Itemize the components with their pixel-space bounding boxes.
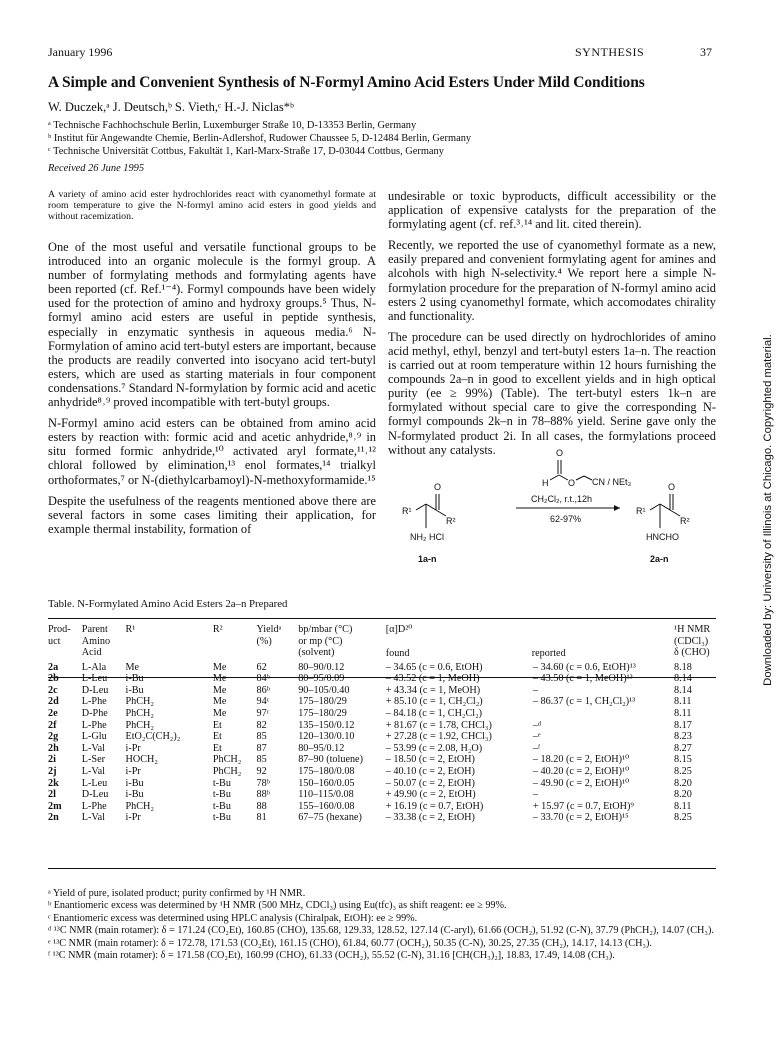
table-cell: Et bbox=[212, 742, 222, 754]
paragraph: undesirable or toxic byproducts, difficult accessibility or the application of expensive catalysts for the preparation of the formylating agent (cf. ref.³˒¹⁴ and lit. cited therein). bbox=[388, 189, 716, 232]
col-header-product: Prod- uct bbox=[48, 624, 71, 647]
table-cell: 8.15 bbox=[674, 754, 692, 766]
table-cell: –ᵉ bbox=[532, 731, 541, 743]
table-cell: L-Val bbox=[81, 765, 105, 777]
product-structure bbox=[650, 494, 680, 528]
table-cell: 8.14 bbox=[674, 673, 692, 685]
reagent-label: CN / NEt₃ bbox=[592, 477, 632, 487]
table-cell: 78ᵇ bbox=[256, 777, 270, 789]
table-cell: Me bbox=[212, 707, 227, 719]
paragraph: One of the most useful and versatile functional groups to be introduced into an organic molecule is the formyl group. A number of formylating methods and formylating agents have been reported (cf. Ref.¹⁻⁴). Formyl compounds have been widely used for the protection of amino and hydroxy groups.⁵ Thus, N-formyl amino acid esters are useful in peptide synthesis, especially in enzymatic synthesis in aqueous media.⁶ N-Formylation of amino acid tert-butyl esters are important, because the products are readily converted into isocyano acid tert-butyl esters, which are used as starting materials in four component condensations.⁷ Standard N-formylation by formic acid and acetic anhydride⁸˒⁹ proved incompatible with tert-butyl groups. bbox=[48, 240, 376, 410]
right-column bbox=[388, 189, 716, 464]
table-row bbox=[48, 766, 716, 778]
table-cell: 85 bbox=[256, 731, 267, 743]
table-cell: 67–75 (hexane) bbox=[298, 812, 362, 824]
footnote: ᵃ Yield of pure, isolated product; purity confirmed by ¹H NMR. bbox=[48, 888, 306, 899]
affiliation-c: ᶜ Technische Universität Cottbus, Fakultät 1, Karl-Marx-Straße 17, D-03044 Cottbus, Germany bbox=[48, 146, 444, 157]
table-cell: 8.11 bbox=[674, 707, 692, 719]
table-cell: –ᶠ bbox=[532, 742, 541, 754]
col-header-yield: Yieldᵃ (%) bbox=[256, 624, 282, 647]
col-header-nmr: ¹H NMR (CDCl₃) δ (CHO) bbox=[674, 624, 711, 659]
col-header-parent: Parent Amino Acid bbox=[81, 624, 111, 659]
table-cell: L-Glu bbox=[81, 731, 107, 743]
col-header-rotation: [α]D²⁰ found reported bbox=[385, 624, 566, 659]
table-cell: Me bbox=[212, 696, 227, 708]
table-row bbox=[48, 708, 716, 720]
table-cell: L-Phe bbox=[81, 719, 107, 731]
table-cell: 81 bbox=[256, 812, 267, 824]
table-cell: 2g bbox=[48, 731, 59, 743]
table-cell: 8.14 bbox=[674, 684, 692, 696]
table-cell: D-Phe bbox=[81, 707, 108, 719]
table-cell: 2n bbox=[48, 812, 59, 824]
table-cell: 2i bbox=[48, 754, 56, 766]
table-cell: Me bbox=[212, 661, 227, 673]
table-cell: PhCH₂ bbox=[125, 707, 154, 719]
footnote: ᵇ Enantiomeric excess was determined by ¹H NMR (500 MHz, CDCl₃) using Eu(tfc)₃ as shift reagent: ee ≥ 99%. bbox=[48, 900, 507, 912]
header-date: January 1996 bbox=[48, 45, 113, 59]
table-cell: 80–95/0.09 bbox=[298, 673, 345, 685]
reagent-oxygen-ester: O bbox=[568, 478, 576, 488]
table-cell: i-Bu bbox=[125, 789, 144, 801]
table-cell: 150–160/0.05 bbox=[298, 777, 355, 789]
starting-material-structure bbox=[416, 494, 446, 528]
header-page-number: 37 bbox=[700, 45, 712, 59]
table-cell: i-Bu bbox=[125, 777, 144, 789]
table-cell: 8.20 bbox=[674, 789, 692, 801]
product-r2-label: R² bbox=[680, 516, 690, 526]
table-cell: 2f bbox=[48, 719, 57, 731]
table-cell: PhCH₂ bbox=[212, 754, 242, 766]
col-header-reported: reported bbox=[531, 647, 566, 659]
table-cell: 87 bbox=[256, 742, 267, 754]
table-cell: + 16.19 (c = 0.7, EtOH) bbox=[385, 800, 484, 812]
table-cell: – 33.38 (c = 2, EtOH) bbox=[385, 812, 475, 824]
table-cell: – 86.37 (c = 1, CH₂Cl₂)¹³ bbox=[532, 696, 636, 708]
table-cell: 8.25 bbox=[674, 765, 692, 777]
table-row bbox=[48, 731, 716, 743]
sm-substituent: NH₂ HCl bbox=[410, 532, 444, 542]
product-compound-label: 2a-n bbox=[650, 554, 669, 564]
table-top-rule bbox=[48, 618, 716, 619]
table-cell: i-Bu bbox=[125, 673, 144, 685]
table-cell: 8.11 bbox=[674, 800, 692, 812]
table-cell: 2b bbox=[48, 673, 59, 685]
reaction-scheme bbox=[388, 444, 716, 594]
reagent-oxygen: O bbox=[556, 448, 564, 458]
table-cell: – 18.20 (c = 2, EtOH)¹⁰ bbox=[532, 754, 630, 766]
table-cell: 175–180/0.08 bbox=[298, 765, 355, 777]
col-header-r2: R² bbox=[212, 624, 223, 635]
table-cell: + 49.90 (c = 2, EtOH) bbox=[385, 789, 476, 801]
data-table bbox=[48, 624, 716, 824]
footnote: ᶜ Enantiomeric excess was determined using HPLC analysis (Chiralpak, EtOH): ee ≥ 99%. bbox=[48, 912, 418, 924]
table-cell: D-Leu bbox=[81, 684, 109, 696]
table-cell: – 40.10 (c = 2, EtOH) bbox=[385, 765, 475, 777]
table-cell: – 34.65 (c = 0.6, EtOH) bbox=[385, 661, 483, 673]
table-footnotes bbox=[48, 888, 716, 962]
table-cell: 175–180/29 bbox=[298, 707, 347, 719]
table-cell: t-Bu bbox=[212, 789, 231, 801]
table-cell: 87–90 (toluene) bbox=[298, 754, 363, 766]
product-oxygen-label: O bbox=[668, 482, 676, 492]
table-cell: – 84.18 (c = 1, CH₂Cl₂) bbox=[385, 707, 483, 719]
table-body bbox=[48, 662, 716, 824]
table-row bbox=[48, 662, 716, 674]
table-cell: – 40.20 (c = 2, EtOH)¹⁰ bbox=[532, 765, 630, 777]
footnote: ᵉ ¹³C NMR (main rotamer): δ = 172.78, 171.53 (CO₂Et), 161.15 (CHO), 61.84, 60.77 (OCH₂), 50.35 (C-N), 30.25, 27.35 (CH₂), 14.17, 14.13 (CH₃). bbox=[48, 937, 652, 949]
table-cell: 175–180/29 bbox=[298, 696, 347, 708]
table-cell: – 49.90 (c = 2, EtOH)¹⁰ bbox=[532, 777, 630, 789]
product-substituent: HNCHO bbox=[646, 532, 679, 542]
oxygen-label: O bbox=[434, 482, 442, 492]
table-cell: Me bbox=[125, 661, 140, 673]
table-cell: 97ᶜ bbox=[256, 707, 270, 719]
table-cell: L-Leu bbox=[81, 673, 108, 685]
table-row bbox=[48, 801, 716, 813]
table-cell: 88ᵇ bbox=[256, 789, 270, 801]
table-cell: 86ᵇ bbox=[256, 684, 270, 696]
table-cell: 8.11 bbox=[674, 696, 692, 708]
table-cell: – 18.50 (c = 2, EtOH) bbox=[385, 754, 475, 766]
affiliation-b: ᵇ Institut für Angewandte Chemie, Berlin-Adlershof, Rudower Chaussee 5, D-12484 Berlin, Germany bbox=[48, 133, 472, 144]
table-cell: – 53.99 (c = 2.08, H₂O) bbox=[385, 742, 483, 754]
table-cell: 2e bbox=[48, 707, 58, 719]
table-cell: L-Ser bbox=[81, 754, 105, 766]
table-cell: L-Ala bbox=[81, 661, 107, 673]
table-cell: – 33.70 (c = 2, EtOH)¹⁵ bbox=[532, 812, 629, 824]
table-cell: 80–95/0.12 bbox=[298, 742, 345, 754]
r2-label: R² bbox=[446, 516, 456, 526]
table-cell: –ᵈ bbox=[532, 719, 542, 731]
footnote: ᵈ ¹³C NMR (main rotamer): δ = 171.24 (CO₂Et), 160.85 (CHO), 135.68, 129.33, 128.52, 127.14 (C-aryl), 61.66 (OCH₂), 51.92 (C-N), 37.79 (PhCH₂), 14.07 (CH₃). bbox=[48, 925, 714, 937]
table-cell bbox=[533, 708, 674, 720]
table-cell: 120–130/0.10 bbox=[298, 731, 355, 743]
table-cell: 88 bbox=[256, 800, 267, 812]
r1-label: R¹ bbox=[402, 506, 412, 516]
table-cell: Me bbox=[212, 684, 227, 696]
table-cell: t-Bu bbox=[212, 800, 231, 812]
table-cell: PhCH₂ bbox=[125, 696, 154, 708]
table-cell: 2k bbox=[48, 777, 59, 789]
paragraph: The procedure can be used directly on hydrochlorides of amino acid methyl, ethyl, benzyl and tert-butyl esters 1a–n. The reaction is carried out at room temperature within 12 hours furnishing the compounds 2a–n in good to excellent yields and in high optical purity (ee ≥ 99%) (Table). The tert-butyl esters 1k–n are formylated without special care to give the corresponding N-formyl compounds 2k–n in 78–88% yield. Serine gave only the N-formylated product 2i. In all cases, the formylations proceed without any catalysts. bbox=[388, 329, 716, 457]
table-cell: t-Bu bbox=[212, 812, 231, 824]
article-title: A Simple and Convenient Synthesis of N-Formyl Amino Acid Esters Under Mild Conditions bbox=[48, 74, 645, 91]
table-cell: 92 bbox=[256, 765, 267, 777]
table-cell: + 81.67 (c = 1.78, CHCl₃) bbox=[385, 719, 492, 731]
abstract: A variety of amino acid ester hydrochlorides react with cyanomethyl formate at room temperature to give the N-formyl amino acid esters in good yields and without racemization. bbox=[48, 189, 376, 223]
table-header-rule bbox=[48, 677, 716, 678]
reagent-structure bbox=[550, 460, 592, 480]
arrow-head bbox=[614, 505, 620, 511]
table-row bbox=[48, 812, 716, 824]
table-cell: + 85.10 (c = 1, CH₂Cl₂) bbox=[385, 696, 483, 708]
table-row bbox=[48, 754, 716, 766]
table-cell: L-Phe bbox=[81, 696, 107, 708]
table-cell: t-Bu bbox=[212, 777, 231, 789]
table-cell: 8.20 bbox=[674, 777, 692, 789]
table-cell: D-Leu bbox=[81, 789, 109, 801]
reaction-yield: 62-97% bbox=[550, 514, 582, 524]
table-cell: Et bbox=[212, 719, 222, 731]
authors: W. Duczek,ᵃ J. Deutsch,ᵇ S. Vieth,ᶜ H.-J. Niclas*ᵇ bbox=[48, 100, 294, 114]
sm-compound-label: 1a-n bbox=[418, 554, 437, 564]
table-cell: 90–105/0.40 bbox=[298, 684, 350, 696]
col-header-bp: bp/mbar (°C) or mp (°C) (solvent) bbox=[298, 624, 353, 659]
product-r1-label: R¹ bbox=[636, 506, 646, 516]
reagent-hydrogen: H bbox=[542, 478, 549, 488]
table-cell: 2l bbox=[48, 789, 56, 801]
table-cell: 62 bbox=[256, 661, 267, 673]
table-title: Table. N-Formylated Amino Acid Esters 2a–n Prepared bbox=[48, 598, 288, 610]
table-cell: EtO₂C(CH₂)₂ bbox=[125, 731, 181, 743]
table-cell: – 43.52 (c = 1, MeOH) bbox=[385, 673, 480, 685]
table-cell: 82 bbox=[256, 719, 267, 731]
col-header-found: found bbox=[385, 647, 410, 659]
received-date: Received 26 June 1995 bbox=[48, 163, 145, 174]
table-row bbox=[48, 696, 716, 708]
table-header-row bbox=[48, 624, 716, 662]
header-journal: SYNTHESIS bbox=[575, 45, 645, 59]
table-cell: L-Val bbox=[81, 812, 105, 824]
table-cell: – bbox=[532, 684, 538, 696]
table-cell: – 43.50 (c = 1, MeOH)¹³ bbox=[532, 673, 633, 685]
col-header-r1: R¹ bbox=[125, 624, 136, 635]
paragraph: N-Formyl amino acid esters can be obtained from amino acid esters by reaction with: formic acid and acetic anhydride,⁸˒⁹ in situ formed formic anhydride,¹⁰ activated aryl formate,¹¹˒¹² chloral followed by elimination,¹³ enol formates,¹⁴ trialkyl orthoformates,⁷ or N-(diethylcarbamoyl)-N-methoxyformamide.¹⁵ bbox=[48, 416, 376, 487]
table-row bbox=[48, 789, 716, 801]
table-row bbox=[48, 743, 716, 755]
table-cell: 84ᵇ bbox=[256, 673, 270, 685]
table-cell: 8.25 bbox=[674, 812, 692, 824]
download-watermark bbox=[758, 250, 778, 770]
footnote: ᶠ ¹³C NMR (main rotamer): δ = 171.58 (CO₂Et), 160.99 (CHO), 61.33 (OCH₂), 55.52 (C-N), 31.16 [CH(CH₃)₂], 18.83, 17.49, 14.08 (CH₃). bbox=[48, 950, 615, 962]
table-cell: 2j bbox=[48, 765, 57, 777]
table-cell: + 15.97 (c = 0.7, EtOH)⁹ bbox=[532, 800, 634, 812]
left-column bbox=[48, 240, 376, 543]
table-cell: – 34.60 (c = 0.6, EtOH)¹³ bbox=[532, 661, 636, 673]
table-cell: 2a bbox=[48, 661, 59, 673]
table-cell: – bbox=[532, 789, 538, 801]
reaction-conditions: CH₂Cl₂, r.t.,12h bbox=[531, 494, 593, 504]
table-cell: 155–160/0.08 bbox=[298, 800, 355, 812]
paragraph: Despite the usefulness of the reagents mentioned above there are several factors in some cases limiting their application, for example thermal instability, formation of bbox=[48, 493, 376, 536]
table-row bbox=[48, 673, 716, 685]
table-cell: 8.17 bbox=[674, 719, 692, 731]
table-cell: + 27.28 (c = 1.92, CHCl₃) bbox=[385, 731, 492, 743]
affiliation-a: ᵃ Technische Fachhochschule Berlin, Luxemburger Straße 10, D-13353 Berlin, Germany bbox=[48, 120, 417, 131]
table-cell: 85 bbox=[256, 754, 267, 766]
table-cell: 2h bbox=[48, 742, 59, 754]
table-cell: 135–150/0.12 bbox=[298, 719, 355, 731]
table-cell: i-Pr bbox=[125, 765, 141, 777]
table-cell: – 50.07 (c = 2, EtOH) bbox=[385, 777, 475, 789]
table-cell: + 43.34 (c = 1, MeOH) bbox=[385, 684, 481, 696]
table-cell: Et bbox=[212, 731, 222, 743]
table-cell: 8.27 bbox=[674, 742, 692, 754]
table-cell: PhCH₂ bbox=[212, 765, 242, 777]
table-cell: L-Leu bbox=[81, 777, 108, 789]
table-cell: i-Bu bbox=[125, 684, 144, 696]
table-cell: i-Pr bbox=[125, 812, 141, 824]
table-cell: 2d bbox=[48, 696, 59, 708]
table-cell: Me bbox=[212, 673, 227, 685]
table-row bbox=[48, 720, 716, 732]
table-row bbox=[48, 685, 716, 697]
table-cell: 110–115/0.08 bbox=[298, 789, 354, 801]
paragraph: Recently, we reported the use of cyanomethyl formate as a new, easily prepared and convenient formylating agent for amines and alcohols with high N-selectivity.⁴ We report here a simple N-formylation procedure for the preparation of N-formyl amino acid esters 2 using cyanomethyl formate, which accomodates chirality and functionality. bbox=[388, 238, 716, 323]
table-cell: 8.18 bbox=[674, 661, 692, 673]
table-bottom-rule bbox=[48, 868, 716, 869]
table-cell: 8.23 bbox=[674, 731, 692, 743]
table-cell: L-Val bbox=[81, 742, 105, 754]
table-cell: PhCH₂ bbox=[125, 719, 154, 731]
table-cell: 94ᶜ bbox=[256, 696, 270, 708]
table-cell: PhCH₂ bbox=[125, 800, 154, 812]
table-cell: 2c bbox=[48, 684, 58, 696]
table-cell: 2m bbox=[48, 800, 62, 812]
table-cell: L-Phe bbox=[81, 800, 107, 812]
table-row bbox=[48, 778, 716, 790]
table-cell: HOCH₂ bbox=[125, 754, 158, 766]
table-cell: 80–90/0.12 bbox=[298, 661, 345, 673]
table-cell: i-Pr bbox=[125, 742, 141, 754]
watermark-text: Downloaded by: University of Illinois at Chicago. Copyrighted material. bbox=[762, 334, 774, 686]
